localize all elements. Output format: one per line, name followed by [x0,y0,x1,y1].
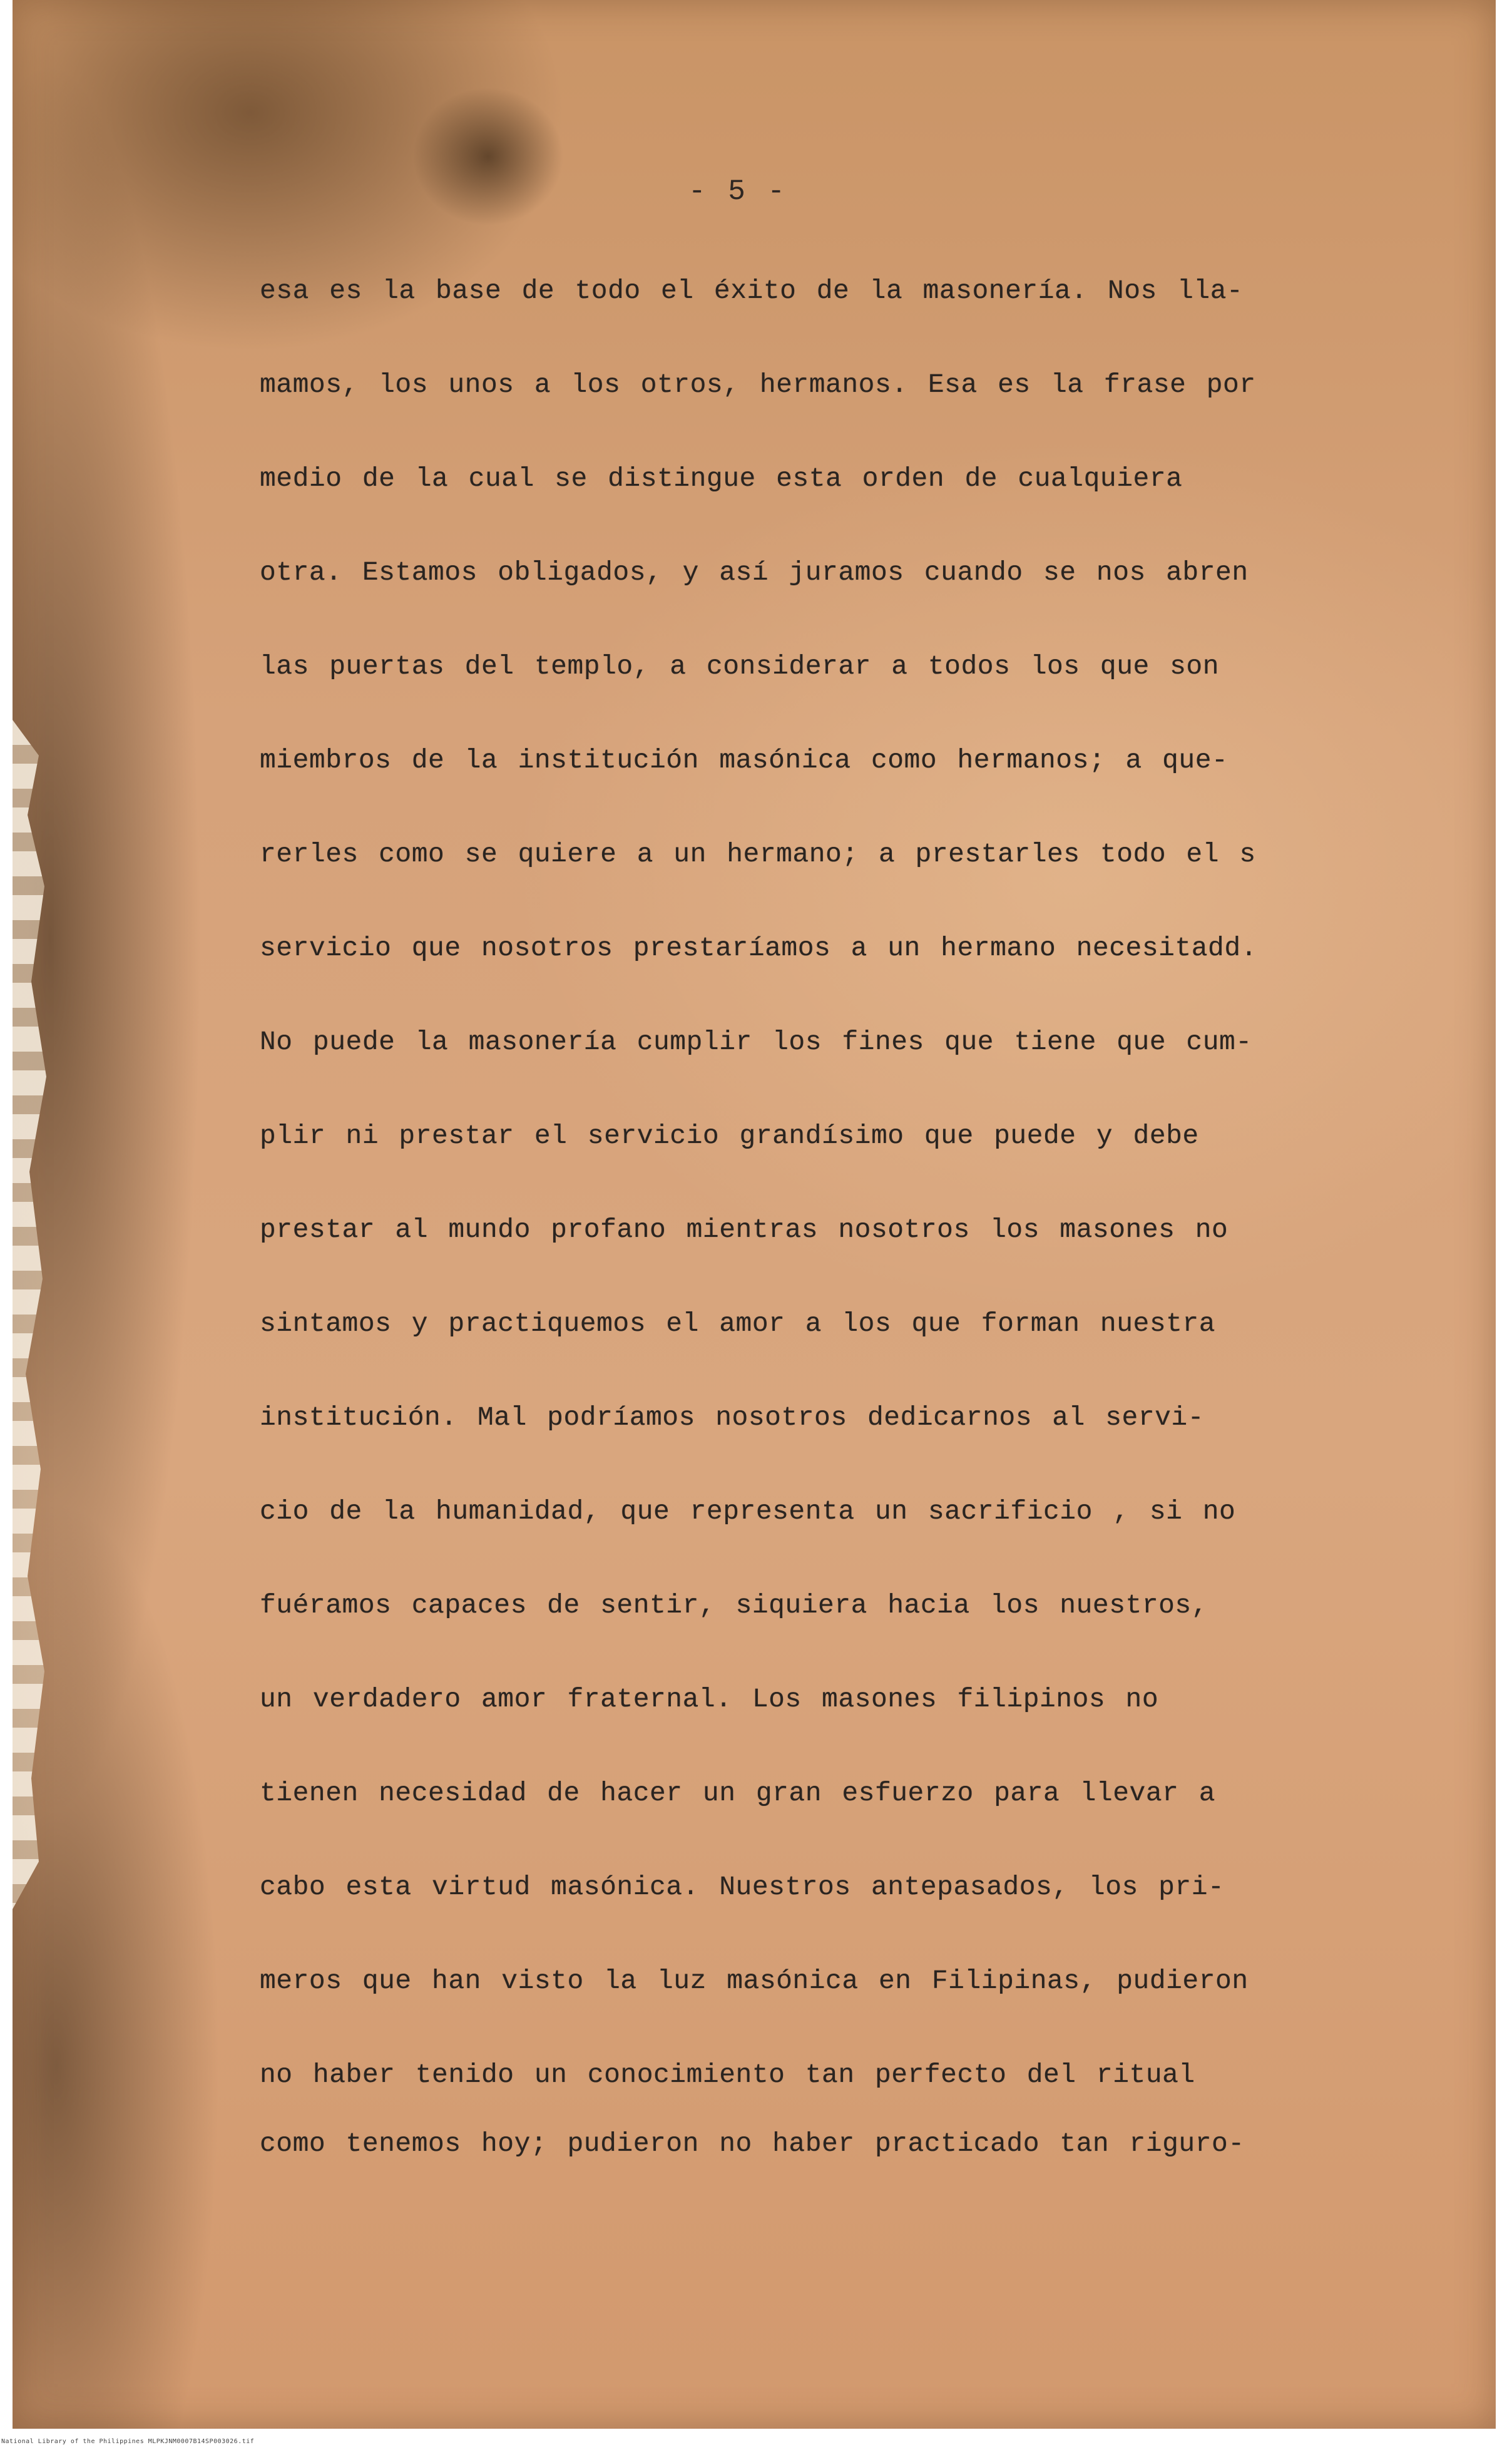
body-line: fuéramos capaces de sentir, siquiera hacia los nuestros, [260,1590,1208,1621]
body-line: medio de la cual se distingue esta orden de cualquiera [260,463,1183,494]
body-line: sintamos y practiquemos el amor a los que forman nuestra [260,1308,1216,1339]
body-line: cabo esta virtud masónica. Nuestros antepasados, los pri- [260,1872,1225,1902]
body-line: prestar al mundo profano mientras nosotros los masones no [260,1214,1228,1245]
body-line: institución. Mal podríamos nosotros dedicarnos al servi- [260,1402,1205,1433]
body-line: un verdadero amor fraternal. Los masones filipinos no [260,1684,1159,1714]
body-line: mamos, los unos a los otros, hermanos. Esa es la frase por [260,369,1256,400]
document-page [13,0,1496,2429]
torn-paper-edge [13,720,50,1909]
body-line: plir ni prestar el servicio grandísimo que puede y debe [260,1120,1199,1151]
body-line: No puede la masonería cumplir los fines que tiene que cum- [260,1027,1252,1057]
body-line: rerles como se quiere a un hermano; a prestarles todo el s [260,839,1256,869]
typewritten-body [260,272,1386,2219]
body-line: cio de la humanidad, que representa un sacrificio , si no [260,1496,1236,1527]
body-line: tienen necesidad de hacer un gran esfuerzo para llevar a [260,1778,1216,1808]
body-line: otra. Estamos obligados, y así juramos cuando se nos abren [260,557,1249,588]
body-line: miembros de la institución masónica como hermanos; a que- [260,745,1228,776]
body-line: las puertas del templo, a considerar a todos los que son [260,651,1220,682]
body-line: servicio que nosotros prestaríamos a un hermano necesitadd. [260,933,1257,963]
body-line: meros que han visto la luz masónica en Filipinas, pudieron [260,1966,1249,1996]
archive-footer-note: National Library of the Philippines MLPKJNM0007B14SP003026.tif [1,2438,255,2445]
body-line: no haber tenido un conocimiento tan perfecto del ritual [260,2059,1195,2090]
body-line: esa es la base de todo el éxito de la masonería. Nos lla- [260,275,1244,306]
page-number: - 5 - [688,175,788,208]
body-line: como tenemos hoy; pudieron no haber practicado tan riguro- [260,2128,1245,2159]
